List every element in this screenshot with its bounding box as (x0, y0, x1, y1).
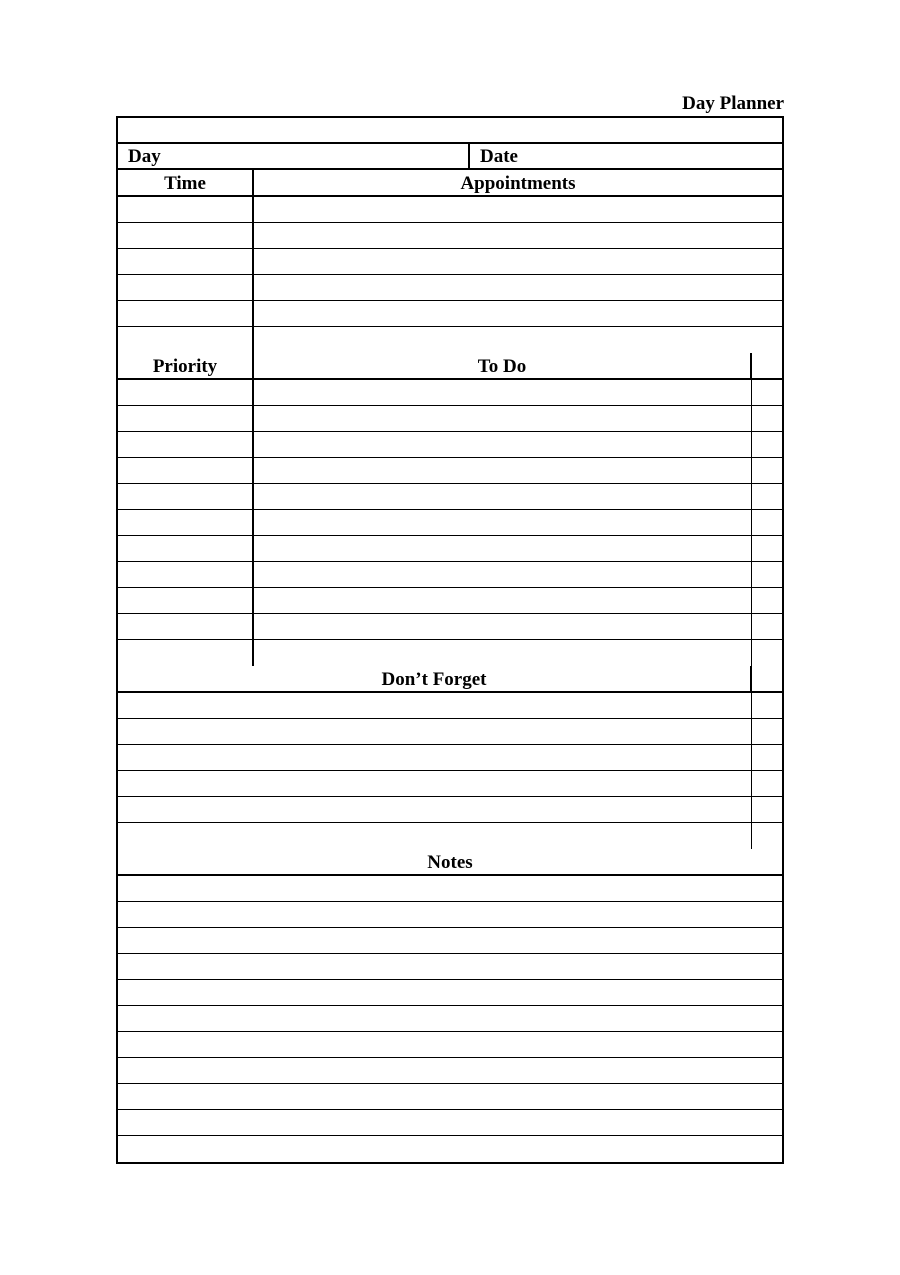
dont-forget-cell[interactable] (118, 693, 752, 718)
todo-row (118, 432, 782, 458)
notes-cell[interactable] (118, 1136, 782, 1162)
notes-cell[interactable] (118, 954, 782, 979)
todo-cell[interactable] (254, 510, 752, 535)
priority-cell[interactable] (118, 432, 254, 457)
day-date-row (118, 144, 782, 170)
appointment-row (118, 223, 782, 249)
appointments-header-row (118, 170, 782, 197)
todo-check-cell[interactable] (752, 614, 782, 639)
priority-cell[interactable] (118, 510, 254, 535)
appointment-row (118, 327, 782, 353)
todo-cell[interactable] (254, 380, 752, 405)
top-blank-row (118, 118, 782, 144)
todo-check-cell[interactable] (752, 640, 782, 666)
priority-cell[interactable] (118, 562, 254, 587)
dont-forget-check-header (752, 666, 782, 691)
todo-check-cell[interactable] (752, 406, 782, 431)
time-cell[interactable] (118, 197, 254, 222)
dont-forget-cell[interactable] (118, 823, 752, 849)
notes-row (118, 1110, 782, 1136)
todo-row (118, 614, 782, 640)
notes-row (118, 1006, 782, 1032)
appointment-cell[interactable] (254, 197, 782, 222)
appointments-rows (118, 197, 782, 353)
notes-cell[interactable] (118, 902, 782, 927)
dont-forget-row (118, 745, 782, 771)
appointment-row (118, 301, 782, 327)
date-field[interactable] (470, 144, 782, 168)
priority-cell[interactable] (118, 536, 254, 561)
todo-header-row (118, 353, 782, 380)
todo-check-cell[interactable] (752, 510, 782, 535)
todo-row (118, 380, 782, 406)
priority-header: Priority (118, 353, 254, 378)
appointment-cell[interactable] (254, 223, 782, 248)
todo-row (118, 484, 782, 510)
appointment-cell[interactable] (254, 275, 782, 300)
day-field[interactable] (118, 144, 470, 168)
todo-check-cell[interactable] (752, 380, 782, 405)
dont-forget-check-cell[interactable] (752, 771, 782, 796)
time-cell[interactable] (118, 223, 254, 248)
todo-row (118, 640, 782, 666)
notes-row (118, 1032, 782, 1058)
todo-check-cell[interactable] (752, 562, 782, 587)
top-blank-cell[interactable] (118, 118, 782, 142)
todo-cell[interactable] (254, 536, 752, 561)
priority-cell[interactable] (118, 640, 254, 666)
date-label: Date (480, 146, 518, 167)
dont-forget-check-cell[interactable] (752, 823, 782, 849)
notes-cell[interactable] (118, 1058, 782, 1083)
dont-forget-row (118, 797, 782, 823)
time-cell[interactable] (118, 249, 254, 274)
dont-forget-header: Don’t Forget (118, 666, 752, 691)
dont-forget-row (118, 693, 782, 719)
notes-row (118, 902, 782, 928)
dont-forget-row (118, 771, 782, 797)
time-cell[interactable] (118, 275, 254, 300)
dont-forget-cell[interactable] (118, 719, 752, 744)
dont-forget-cell[interactable] (118, 797, 752, 822)
todo-check-cell[interactable] (752, 536, 782, 561)
todo-cell[interactable] (254, 562, 752, 587)
priority-cell[interactable] (118, 406, 254, 431)
todo-cell[interactable] (254, 406, 752, 431)
todo-header: To Do (254, 353, 752, 378)
notes-cell[interactable] (118, 876, 782, 901)
todo-check-cell[interactable] (752, 432, 782, 457)
dont-forget-row (118, 823, 782, 849)
notes-header-row (118, 849, 782, 876)
notes-cell[interactable] (118, 928, 782, 953)
dont-forget-rows (118, 693, 782, 849)
notes-row (118, 1058, 782, 1084)
priority-cell[interactable] (118, 380, 254, 405)
appointment-row (118, 249, 782, 275)
todo-check-cell[interactable] (752, 458, 782, 483)
todo-cell[interactable] (254, 588, 752, 613)
notes-row (118, 954, 782, 980)
todo-rows (118, 380, 782, 666)
appointment-cell[interactable] (254, 327, 782, 353)
notes-row (118, 1136, 782, 1162)
notes-row (118, 1084, 782, 1110)
time-cell[interactable] (118, 327, 254, 353)
todo-row (118, 536, 782, 562)
notes-cell[interactable] (118, 1032, 782, 1057)
page-title: Day Planner (682, 93, 784, 114)
dont-forget-check-cell[interactable] (752, 745, 782, 770)
notes-cell[interactable] (118, 1006, 782, 1031)
dont-forget-cell[interactable] (118, 745, 752, 770)
todo-cell[interactable] (254, 432, 752, 457)
todo-check-cell[interactable] (752, 484, 782, 509)
dont-forget-header-row (118, 666, 782, 693)
notes-cell[interactable] (118, 1084, 782, 1109)
notes-row (118, 876, 782, 902)
dont-forget-check-cell[interactable] (752, 693, 782, 718)
notes-row (118, 928, 782, 954)
appointment-cell[interactable] (254, 301, 782, 326)
todo-row (118, 588, 782, 614)
time-cell[interactable] (118, 301, 254, 326)
time-header: Time (118, 170, 254, 195)
todo-cell[interactable] (254, 640, 752, 666)
dont-forget-check-cell[interactable] (752, 719, 782, 744)
notes-cell[interactable] (118, 1110, 782, 1135)
appointment-cell[interactable] (254, 249, 782, 274)
notes-rows (118, 876, 782, 1162)
day-label: Day (128, 146, 161, 167)
notes-cell[interactable] (118, 980, 782, 1005)
todo-cell[interactable] (254, 614, 752, 639)
priority-cell[interactable] (118, 484, 254, 509)
appointments-header: Appointments (460, 173, 576, 194)
priority-cell[interactable] (118, 588, 254, 613)
notes-row (118, 980, 782, 1006)
todo-row (118, 510, 782, 536)
priority-cell[interactable] (118, 458, 254, 483)
dont-forget-row (118, 719, 782, 745)
day-planner-form (116, 116, 784, 1164)
notes-header: Notes (427, 852, 473, 873)
todo-row (118, 562, 782, 588)
todo-row (118, 406, 782, 432)
dont-forget-check-cell[interactable] (752, 797, 782, 822)
todo-row (118, 458, 782, 484)
todo-cell[interactable] (254, 458, 752, 483)
appointment-row (118, 275, 782, 301)
dont-forget-cell[interactable] (118, 771, 752, 796)
priority-cell[interactable] (118, 614, 254, 639)
todo-check-header (752, 353, 782, 378)
todo-check-cell[interactable] (752, 588, 782, 613)
todo-cell[interactable] (254, 484, 752, 509)
appointment-row (118, 197, 782, 223)
